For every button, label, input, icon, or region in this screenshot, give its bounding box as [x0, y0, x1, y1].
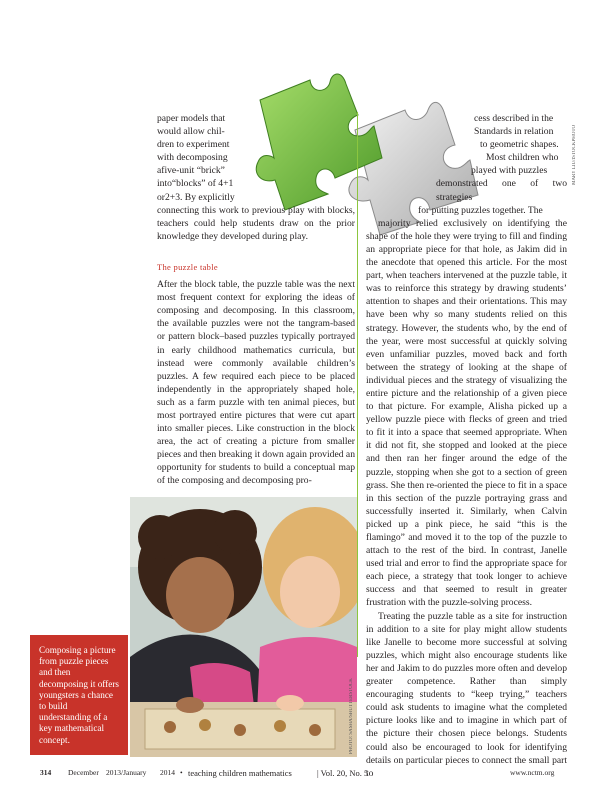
- footer-year: 2013/January: [106, 768, 147, 777]
- intro-line: would allow chil-: [157, 126, 225, 138]
- right-paragraph-1: majority relied exclusively on identifying the shape of the hole they were trying to fill and finding an appropriate piece for that hole, as Jakim did in the anecdote that opened this article. For the most part, when teachers intervened at the puzzle table, it was to reinforce this strategy by drawing students’ attention to shapes and their orientations. This may have been why so many students relied on this strategy. However, the students who, by the end of the year, were most successful at quickly solving even unfamiliar puzzles, moved back and forth between the strategy of looking at the shape of individual pieces and the strategy of visualizing the entire picture and the relationship of a given piece to that picture. For example, Alisha picked up a yellow puzzle piece with flecks of green and tried to fit it into a space that seemed appropriate. When it did not fit, she stopped and looked at the piece and then ran her finger around the edge of the puzzle, stopping when she got to a section of green grass. She then re-oriented the piece to fit in a space in this section of the puzzle portraying grass and successfully inserted it. Similarly, when Calvin picked up a pink piece, he said “this is the flamingo” and moved it to the top of the puzzle to attach to the rest of the bird. In contrast, Janelle used trial and error to find the appropriate space for each piece, a strategy that took longer to achieve success and that seemed to result in greater frustration with the puzzle-solving process.: [366, 217, 567, 609]
- column-divider: [357, 112, 358, 657]
- intro-line: or2+3. By explicitly: [157, 191, 235, 203]
- intro-rest: connecting this work to previous play with blocks, teachers could help students draw on the prior knowledge they developed during play.: [157, 204, 355, 242]
- right-top-line: cess described in the: [474, 113, 554, 124]
- children-puzzle-photo: [130, 497, 357, 757]
- photo-caption: [30, 635, 128, 755]
- intro-line: into“blocks” of 4+1: [157, 178, 234, 190]
- section-heading: The puzzle table: [157, 261, 218, 272]
- right-top-line: to geometric shapes.: [480, 139, 559, 151]
- left-column: [157, 112, 355, 488]
- page-number: 314: [40, 768, 52, 777]
- intro-line: with decomposing: [157, 152, 228, 164]
- right-top-line: Most children who: [486, 152, 559, 164]
- puzzle-paragraph: After the block table, the puzzle table was the next most frequent context for exploring the ideas of composing and decomposing. In this classroom, the available puzzles were not the tangram-based or pattern block–based puzzles typically portrayed in early childhood mathematics curricula, but instead were commonly available children’s puzzles. A few required each piece to be placed independently in the appropriately shaped hole, such as a farm puzzle with ten animal pieces, but most portrayed entire pictures that were cut apart into smaller pieces. Like construction in the block area, the act of creating a picture from smaller pieces and then breaking it down again provided an opportunity for students to build a conceptual map of the composing and decomposing pro-: [157, 279, 355, 487]
- intro-line: paper models that: [157, 113, 226, 124]
- footer-bullet: •: [180, 768, 183, 777]
- photo-credit: PHOTO: SASHA/SHUTTERSTOCK: [349, 678, 354, 754]
- right-top-line: Standards in relation: [474, 126, 554, 138]
- website-url: www.nctm.org: [510, 768, 555, 777]
- photo-illustration: [130, 497, 357, 757]
- photo-credit-top: MARY LIU/ISTOCKPHOTO: [572, 124, 577, 185]
- right-top-line: played with puzzles: [471, 165, 548, 177]
- footer-year-2: 2014: [160, 768, 175, 777]
- page-footer: [40, 768, 567, 782]
- journal-name: teaching children mathematics: [188, 768, 292, 778]
- right-column: [366, 112, 567, 780]
- caption-text: Composing a picture from puzzle pieces and then decomposing it offers youngsters a chance to build understanding of a key mathematical concept.: [39, 645, 119, 745]
- right-top-line: for putting puzzles together. The: [418, 204, 543, 216]
- intro-line: afive-unit “brick”: [157, 165, 225, 177]
- footer-month: December: [68, 768, 99, 777]
- volume-info: | Vol. 20, No. 5: [317, 768, 369, 778]
- right-paragraph-2: Treating the puzzle table as a site for instruction in addition to a site for play might allow students like Janelle to become more successful at solving puzzles, which might also encourage students like her and Jakim to do puzzles more often and develop greater competence. Rather than simply encouraging students to “keep trying,” teachers could ask students to imagine what the completed picture looks like and to imagine in which part of the picture their chosen piece belongs. Students could also be encouraged to look for identifying details on particular pieces to connect the small part to: [366, 610, 567, 779]
- intro-line: dren to experiment: [157, 139, 230, 151]
- right-top-line: demonstrated one of two strategies: [436, 178, 567, 203]
